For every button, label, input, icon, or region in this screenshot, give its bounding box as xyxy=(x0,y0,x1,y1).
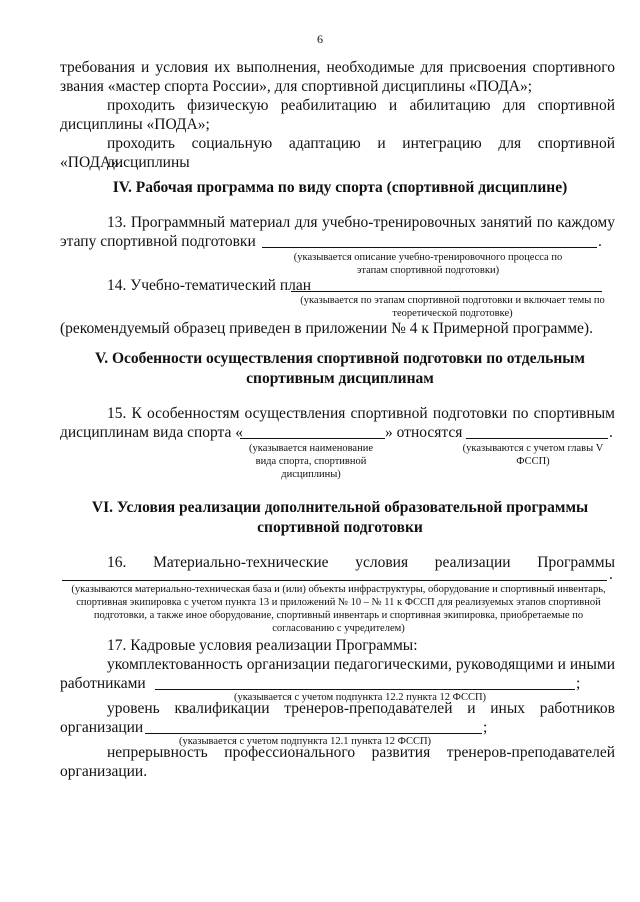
intro-item3-line-1: проходить социальную адаптацию и интеграцию для спортивной дисциплины xyxy=(107,135,615,171)
p13-line-1: 13. Программный материал для учебно-тренировочных занятий по каждому xyxy=(107,214,615,231)
p17c-line-2: организации. xyxy=(60,763,148,780)
p17a-fill-line xyxy=(155,689,575,690)
p13-fill-line xyxy=(262,247,597,248)
p17a-semicolon: ; xyxy=(576,675,581,692)
p15-line-1: 15. К особенностям осуществления спортивной подготовки по спортивным xyxy=(107,405,615,422)
section-5-heading-1: V. Особенности осуществления спортивной подготовки по отдельным xyxy=(95,350,585,367)
page-number: 6 xyxy=(317,32,323,46)
p15-note-sport: (указывается наименование вида спорта, спортивной дисциплины) xyxy=(249,443,373,480)
p15-period: . xyxy=(609,424,613,441)
p17b-note: (указывается с учетом подпункта 12.1 пункта 12 ФССП) xyxy=(178,736,432,747)
p17a-line-1: укомплектованность организации педагогическими, руководящими и иными xyxy=(107,656,615,673)
section-4-heading: IV. Рабочая программа по виду спорта (спортивной дисциплине) xyxy=(112,179,568,196)
intro-item2-line-2: дисциплины «ПОДА»; xyxy=(60,116,210,133)
p15-start: дисциплинам вида спорта « xyxy=(60,424,244,441)
p17b-fill-line xyxy=(145,733,482,734)
p16-period: . xyxy=(609,566,613,583)
p13-period: . xyxy=(598,233,602,250)
p13-note: (указывается описание учебно-тренировочного процесса по этапам спортивной подготовки) xyxy=(293,252,563,276)
p15-fill-line-sport xyxy=(240,438,385,439)
section-6-heading-2: спортивной подготовки xyxy=(257,519,423,536)
p13-line-2: этапу спортивной подготовки xyxy=(60,233,256,250)
section-6-heading-1: VI. Условия реализации дополнительной образовательной программы xyxy=(91,499,589,516)
intro-line-1: требования и условия их выполнения, необходимые для присвоения спортивного xyxy=(60,59,615,76)
section-5-heading-2: спортивным дисциплинам xyxy=(246,370,434,387)
p15-fill-line-features xyxy=(466,438,608,439)
p14-fill-line xyxy=(291,291,602,292)
p17b-line-1: уровень квалификации тренеров-преподавателей и иных работников xyxy=(107,700,615,717)
p17-heading: 17. Кадровые условия реализации Программы: xyxy=(107,637,418,654)
intro-line-2: звания «мастер спорта России», для спортивной дисциплины «ПОДА»; xyxy=(60,78,533,95)
p15-mid: » относятся xyxy=(385,424,463,441)
p17a-line-2: работниками xyxy=(60,675,146,692)
p16-note: (указываются материально-техническая база и (или) объекты инфраструктуры, оборудование и спортивный инвентарь, спортивная экипировка с учетом пункта 13 и приложений № 10 – № 11 к ФССП для реализуемых этапов спортивной подготовки, а также иное оборудование, спортивный инвентарь и спортивная экипировка, приобретаемые по согласованию с учредителем) xyxy=(71,584,606,634)
p17c-line-1: непрерывность профессионального развития тренеров-преподавателей xyxy=(107,744,615,761)
p15-note-features: (указываются с учетом главы V ФССП) xyxy=(462,443,604,467)
intro-item2-line-1: проходить физическую реабилитацию и абилитацию для спортивной xyxy=(107,97,615,114)
p17a-note: (указывается с учетом подпункта 12.2 пункта 12 ФССП) xyxy=(233,692,487,703)
p14-note: (указывается по этапам спортивной подготовки и включает темы по теоретической подготовке) xyxy=(300,295,605,319)
intro-item3-line-2: «ПОДА». xyxy=(60,154,123,171)
p16-fill-line xyxy=(62,580,607,581)
p17b-semicolon: ; xyxy=(483,719,488,736)
p14-line-2: (рекомендуемый образец приведен в приложении № 4 к Примерной программе). xyxy=(60,320,593,337)
p17b-line-2: организации xyxy=(60,719,144,736)
p16-line-1: 16. Материально-технические условия реализации Программы xyxy=(107,554,615,571)
p14-line-1: 14. Учебно-тематический план xyxy=(107,277,312,294)
